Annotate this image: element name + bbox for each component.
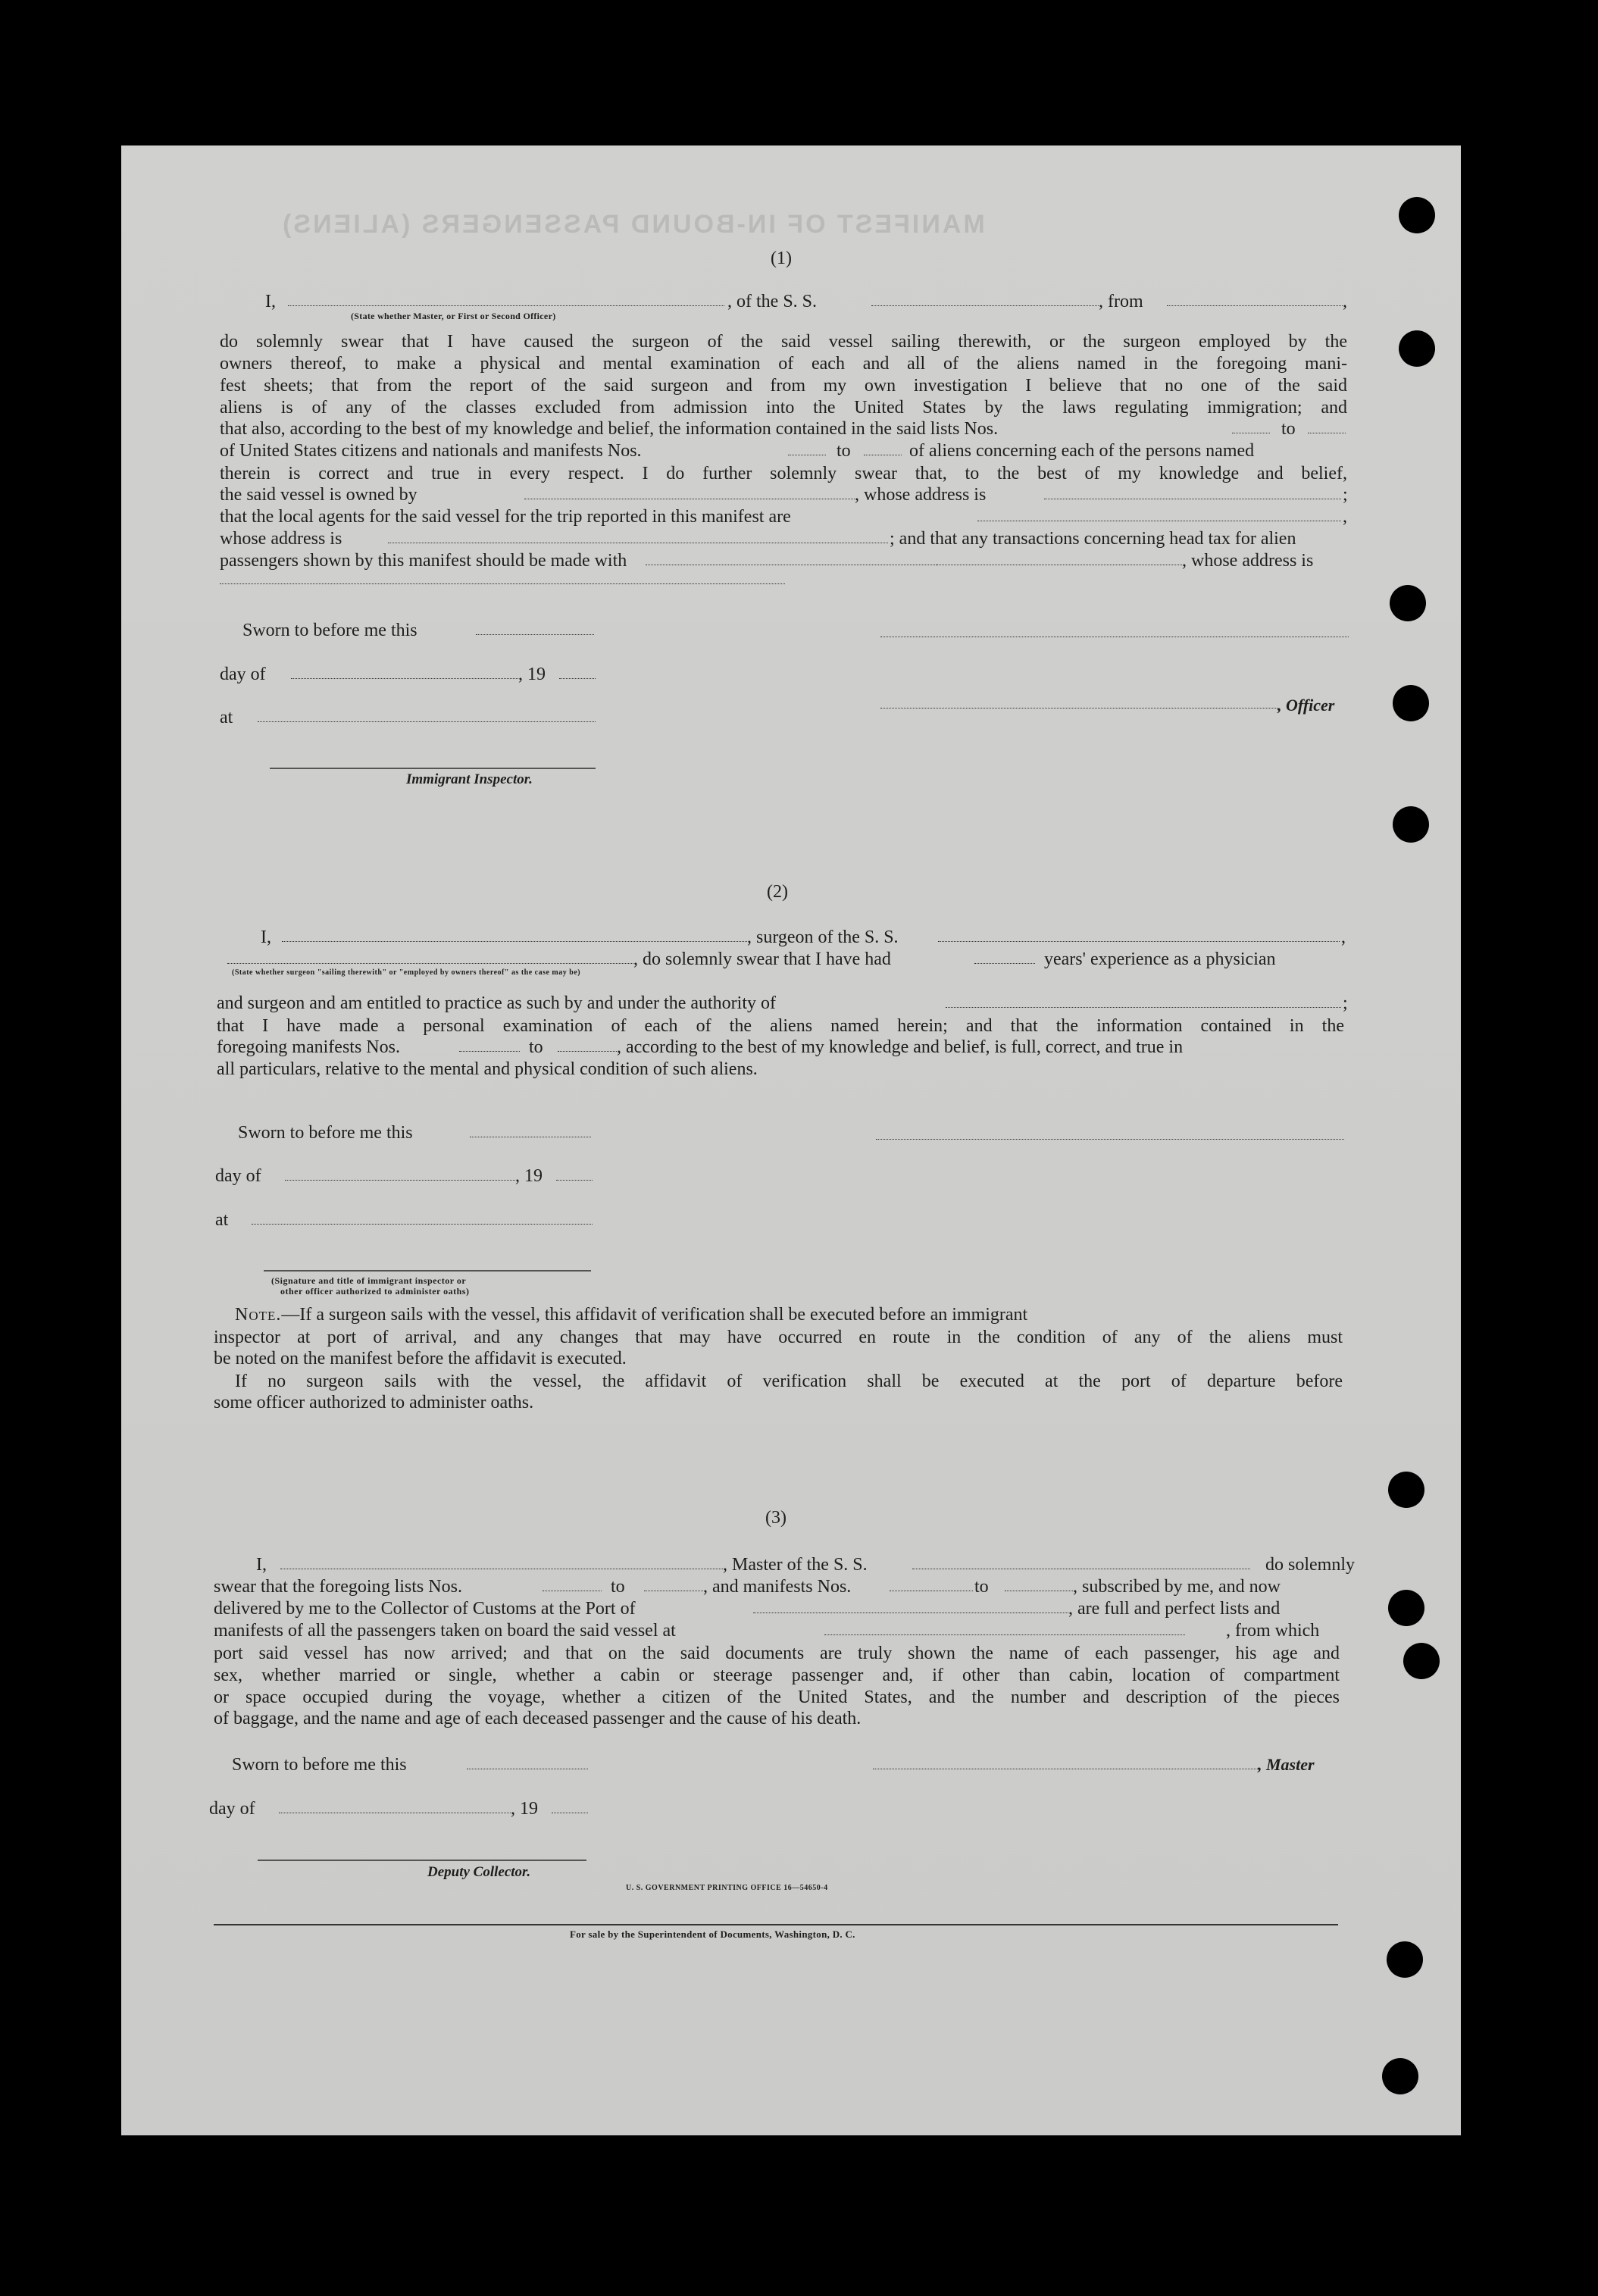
s1-of-ss-label: , of the S. S. (727, 292, 818, 311)
s1-from-field[interactable] (1167, 305, 1343, 306)
s1-officer-field[interactable] (880, 708, 1277, 709)
punch-hole (1393, 685, 1429, 721)
footer-rule (214, 1924, 1338, 1925)
s1-inspector-label: Immigrant Inspector. (406, 771, 533, 787)
s2-manifests-to-field[interactable] (558, 1051, 617, 1052)
s1-owner-address-label: , whose address is (855, 485, 987, 505)
s1-body (220, 331, 1347, 419)
s3-manifests-label: , and manifests Nos. (703, 1577, 852, 1597)
s3-do-solemnly: do solemnly (1265, 1555, 1355, 1575)
s3-day-of-label: day of (209, 1799, 255, 1819)
s2-semicolon: ; (1343, 993, 1348, 1013)
s1-manifests-to: to (837, 441, 851, 461)
s1-body-line: aliens is of any of the classes excluded from admission into the United States by the laws regulating immigration; and (220, 398, 1347, 418)
s3-deputy-label: Deputy Collector. (427, 1864, 531, 1880)
section-1-number: (1) (771, 249, 792, 268)
s3-body-line: sex, whether married or single, whether a cabin or steerage passenger and, if other than cabin, location of compartment (214, 1666, 1340, 1685)
s1-body-line7 (220, 463, 1347, 485)
punch-hole (1399, 197, 1435, 233)
s3-lists-text: swear that the foregoing lists Nos. (214, 1577, 462, 1597)
s3-taken-text: manifests of all the passengers taken on board the said vessel at (214, 1621, 676, 1641)
document-page (121, 145, 1461, 2135)
s1-day-of-label: day of (220, 665, 266, 684)
bleed-through-title: MANIFEST OF IN-BOUND PASSENGERS (ALIENS) (280, 210, 985, 239)
s1-headtax-text: ; and that any transactions concerning head tax for alien (890, 529, 1296, 549)
s3-i-label: I, (256, 1555, 267, 1575)
s1-body-line: therein is correct and true in every respect. I do further solemnly swear that, to the best of my knowledge and belief, (220, 464, 1347, 483)
s2-sworn-label: Sworn to before me this (238, 1123, 413, 1143)
punch-hole (1403, 1643, 1440, 1679)
section-3-number: (3) (765, 1508, 786, 1528)
footer-sale: For sale by the Superintendent of Documents, Washington, D. C. (570, 1928, 855, 1940)
s2-note-line-1 (235, 1305, 1027, 1325)
s2-manifests-rest: , according to the best of my knowledge and belief, is full, correct, and true in (617, 1037, 1184, 1057)
s2-authority-text: and surgeon and am entitled to practice as such by and under the authority of (217, 993, 776, 1013)
s2-sig-caption-2: other officer authorized to administer oaths) (280, 1286, 470, 1297)
punch-hole (1393, 806, 1429, 843)
s2-at-label: at (215, 1210, 229, 1230)
s2-caption: (State whether surgeon "sailing therewith" or "employed by owners thereof" as the case may be) (232, 968, 581, 977)
s3-manifests-to: to (974, 1577, 989, 1597)
punch-hole (1388, 1472, 1424, 1508)
s2-surgeon-of-label: , surgeon of the S. S. (747, 927, 899, 947)
s3-collector-text: delivered by me to the Collector of Customs at the Port of (214, 1599, 636, 1619)
s1-day-field[interactable] (291, 678, 518, 679)
s3-sworn-label: Sworn to before me this (232, 1755, 407, 1775)
s2-at-field[interactable] (252, 1224, 593, 1225)
s1-inspector-signature-line[interactable] (270, 768, 596, 769)
s3-perfect-lists-text: , are full and perfect lists and (1068, 1599, 1281, 1619)
s2-years-field[interactable] (974, 963, 1035, 964)
s2-note-line-3: be noted on the manifest before the affidavit is executed. (214, 1349, 627, 1369)
s1-headtax-address-field[interactable] (220, 583, 785, 584)
punch-hole (1399, 330, 1435, 367)
s3-collector-signature-line[interactable] (258, 1860, 586, 1861)
s2-ship-field[interactable] (938, 941, 1340, 942)
s2-day-of-label: day of (215, 1166, 261, 1186)
s1-lists-text: that also, according to the best of my knowledge and belief, the information contained in the said lists Nos. (220, 419, 999, 439)
s1-master-caption: (State whether Master, or First or Second Officer) (351, 311, 556, 321)
s3-embark-port-field[interactable] (824, 1634, 1185, 1635)
s1-comma: , (1343, 292, 1347, 311)
s2-sailing-status-field[interactable] (227, 963, 633, 964)
s1-body-line: fest sheets; that from the report of the said surgeon and from my own investigation I believe that no one of the said (220, 376, 1347, 396)
s1-at-field[interactable] (258, 721, 596, 722)
s1-sworn-label: Sworn to before me this (242, 621, 417, 640)
s3-body-last: of baggage, and the name and age of each deceased passenger and the cause of his death. (214, 1709, 862, 1728)
s2-inspector-signature-line[interactable] (264, 1270, 591, 1272)
s2-year-label: , 19 (515, 1166, 543, 1186)
s1-address-text: whose address is (220, 529, 342, 549)
s1-officer-label: , Officer (1277, 696, 1335, 715)
s3-year-label: , 19 (511, 1799, 538, 1819)
s1-semicolon: ; (1343, 485, 1348, 505)
s1-sworn-field[interactable] (476, 634, 594, 635)
s1-year-field[interactable] (559, 678, 596, 679)
s1-master-field[interactable] (288, 305, 724, 306)
s2-manifests-from-field[interactable] (459, 1051, 520, 1052)
s3-master-of-label: , Master of the S. S. (723, 1555, 868, 1575)
section-2-number: (2) (767, 882, 788, 902)
s2-note2-body (235, 1371, 1343, 1393)
s1-lists-to: to (1281, 419, 1296, 439)
s3-body (214, 1643, 1340, 1709)
s2-surgeon-name-field[interactable] (282, 941, 747, 942)
s2-note2-line: If no surgeon sails with the vessel, the affidavit of verification shall be executed at the port of departure before (235, 1372, 1343, 1391)
s2-particulars-text: all particulars, relative to the mental and physical condition of such aliens. (217, 1059, 758, 1079)
punch-hole (1382, 2058, 1418, 2094)
s3-body-line: or space occupied during the voyage, whether a citizen of the United States, and the number and description of the pieces (214, 1688, 1340, 1707)
s3-master-label: , Master (1258, 1755, 1315, 1774)
s1-headtax-address-label: , whose address is (1182, 551, 1314, 571)
s2-body (217, 1015, 1344, 1037)
s2-note-body (214, 1327, 1343, 1349)
s1-owned-text: the said vessel is owned by (220, 485, 417, 505)
s3-subscribed-text: , subscribed by me, and now (1073, 1577, 1281, 1597)
s1-ship-name-field[interactable] (871, 305, 1099, 306)
s2-note-line: inspector at port of arrival, and any changes that may have occurred en route in the condition of any of the aliens must (214, 1328, 1343, 1347)
s3-body-line: port said vessel has now arrived; and that on the said documents are truly shown the name of each passenger, his age and (214, 1644, 1340, 1663)
s2-i-label: I, (261, 927, 271, 947)
s2-note-text-1: —If a surgeon sails with the vessel, this affidavit of verification shall be executed before an immigrant (281, 1305, 1028, 1325)
s1-body-line: owners thereof, to make a physical and mental examination of each and all of the aliens named in the foregoing mani- (220, 354, 1347, 374)
s1-body-line: do solemnly swear that I have caused the surgeon of the said vessel sailing therewith, or the surgeon employed by the (220, 332, 1347, 352)
s2-note2-line-2: some officer authorized to administer oaths. (214, 1393, 534, 1412)
s1-at-label: at (220, 708, 233, 727)
gpo-imprint: U. S. GOVERNMENT PRINTING OFFICE 16—54650-4 (626, 1884, 828, 1892)
s1-year-label: , 19 (518, 665, 546, 684)
s3-lists-to: to (611, 1577, 625, 1597)
s1-from-label: , from (1099, 292, 1143, 311)
s2-swear-label: , do solemnly swear that I have had (633, 949, 891, 969)
s1-comma2: , (1343, 507, 1347, 527)
s3-from-which: , from which (1226, 1621, 1320, 1641)
s1-manifests-rest: of aliens concerning each of the persons named (909, 441, 1255, 461)
punch-hole (1388, 1590, 1424, 1626)
s2-manifests-to: to (529, 1037, 543, 1057)
s2-sig-caption-1: (Signature and title of immigrant inspector or (271, 1275, 467, 1286)
s1-agents-text: that the local agents for the said vessel for the trip reported in this manifest are (220, 507, 791, 527)
punch-hole (1387, 1941, 1423, 1978)
s1-passengers-text: passengers shown by this manifest should be made with (220, 551, 627, 571)
s1-i-label: I, (265, 292, 276, 311)
s2-surgeon-signature-field[interactable] (876, 1139, 1344, 1140)
s2-comma: , (1341, 927, 1346, 947)
s1-manifests-text: of United States citizens and nationals and manifests Nos. (220, 441, 642, 461)
s2-day-field[interactable] (285, 1180, 515, 1181)
s2-manifests-text: foregoing manifests Nos. (217, 1037, 400, 1057)
punch-hole (1390, 585, 1426, 621)
s2-years-label: years' experience as a physician (1044, 949, 1276, 969)
s2-note-label: Note. (235, 1305, 282, 1325)
s2-year-field[interactable] (556, 1180, 593, 1181)
s2-body-line: that I have made a personal examination of each of the aliens named herein; and that the information contained in the (217, 1016, 1344, 1036)
s2-authority-field[interactable] (946, 1007, 1341, 1008)
